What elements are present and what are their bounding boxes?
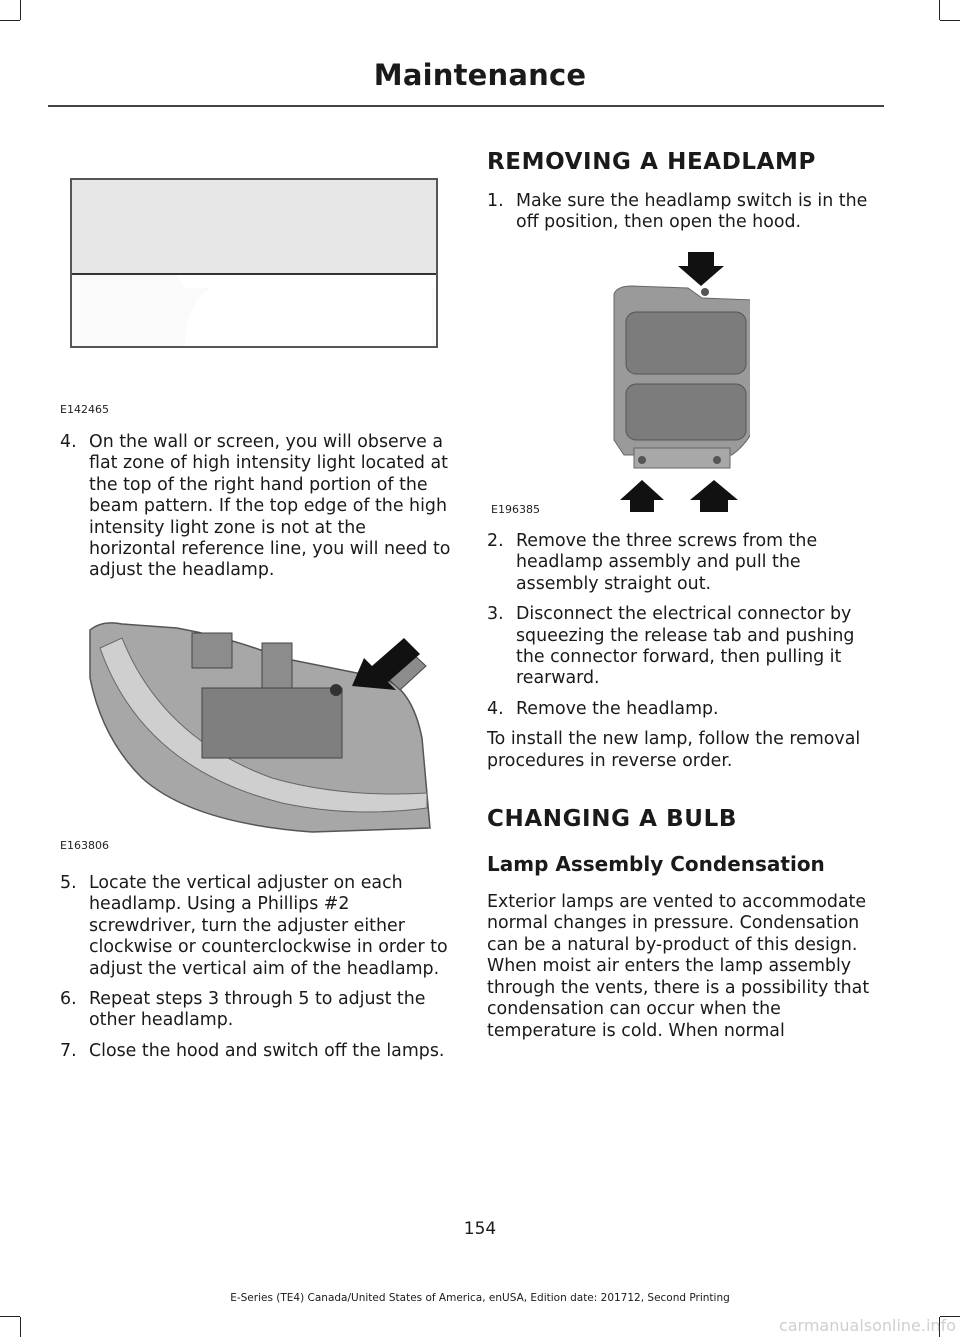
edition-footer: E-Series (TE4) Canada/United States of America, enUSA, Edition date: 201712, Second Printing [230, 1292, 730, 1304]
crop-mark [0, 20, 20, 21]
step-number: 2. [487, 531, 504, 551]
page-title: Maintenance [373, 58, 587, 92]
figure-code: E163806 [60, 839, 109, 852]
crop-mark [940, 20, 960, 21]
step-number: 7. [60, 1040, 77, 1061]
headlamp-screws-illustration [600, 250, 750, 512]
step-item [60, 873, 452, 980]
wall-pattern-illustration [70, 178, 438, 348]
step-text: On the wall or screen, you will observe a flat zone of high intensity light located at the top of the right hand portion of the beam pattern. If the top edge of the high intensity light zone is not at the horizontal reference line, you will need to adjust the headlamp. [89, 432, 451, 581]
condensation-paragraph: Exterior lamps are vented to accommodate normal changes in pressure. Condensation can be a natural by-product of this design. When moist air enters the lamp assembly through the vents, there is a possibility that condensation can occur when the temperature is cold. When normal [487, 892, 870, 1041]
crop-mark [20, 1317, 21, 1337]
step-item [487, 191, 884, 234]
crop-mark [0, 1316, 20, 1317]
subsection-heading: Lamp Assembly Condensation [487, 852, 825, 877]
figure-arrows [618, 478, 742, 514]
step-item [487, 531, 884, 595]
install-paragraph: To install the new lamp, follow the removal procedures in reverse order. [487, 729, 861, 771]
arrow-down-icon [678, 252, 724, 286]
figure-headlamp-screws [600, 250, 750, 512]
step-text: Remove the three screws from the headlamp assembly and pull the assembly straight out. [516, 531, 818, 594]
step-text: Remove the headlamp. [516, 698, 719, 719]
figure-wall-pattern [70, 178, 438, 348]
figure-code: E142465 [60, 403, 109, 416]
step-number: 4. [60, 432, 77, 452]
step-number: 6. [60, 989, 77, 1010]
crop-mark [20, 0, 21, 20]
headlamp-adjuster-illustration [82, 618, 434, 840]
step-item [487, 604, 884, 690]
step-number: 1. [487, 191, 504, 211]
figure-headlamp-adjuster [82, 618, 434, 840]
figure-code: E196385 [491, 503, 540, 516]
section-heading: CHANGING A BULB [487, 806, 737, 833]
arrow-up-icon [620, 480, 664, 512]
step-item [60, 989, 452, 1032]
step-item [487, 699, 884, 720]
step-text: Close the hood and switch off the lamps. [89, 1040, 445, 1061]
step-item [60, 432, 452, 582]
watermark: carmanualsonline.info [778, 1316, 956, 1335]
step-number: 5. [60, 873, 77, 893]
crop-mark [939, 0, 940, 20]
step-text: Disconnect the electrical connector by squeezing the release tab and pushing the connector forward, then pulling it rearward. [516, 604, 855, 689]
step-text: Repeat steps 3 through 5 to adjust the other headlamp. [89, 989, 426, 1031]
section-heading: REMOVING A HEADLAMP [487, 149, 816, 175]
step-item [60, 1041, 452, 1062]
arrow-up-icon [690, 480, 738, 512]
page-number: 154 [463, 1219, 497, 1239]
step-number: 4. [487, 698, 504, 719]
step-number: 3. [487, 604, 504, 625]
step-text: Locate the vertical adjuster on each headlamp. Using a Phillips #2 screwdriver, turn the adjuster either clockwise or counterclockwise in order to adjust the vertical aim of the headlamp. [89, 873, 448, 979]
step-text: Make sure the headlamp switch is in the off position, then open the hood. [516, 191, 868, 233]
header-divider [48, 105, 884, 107]
